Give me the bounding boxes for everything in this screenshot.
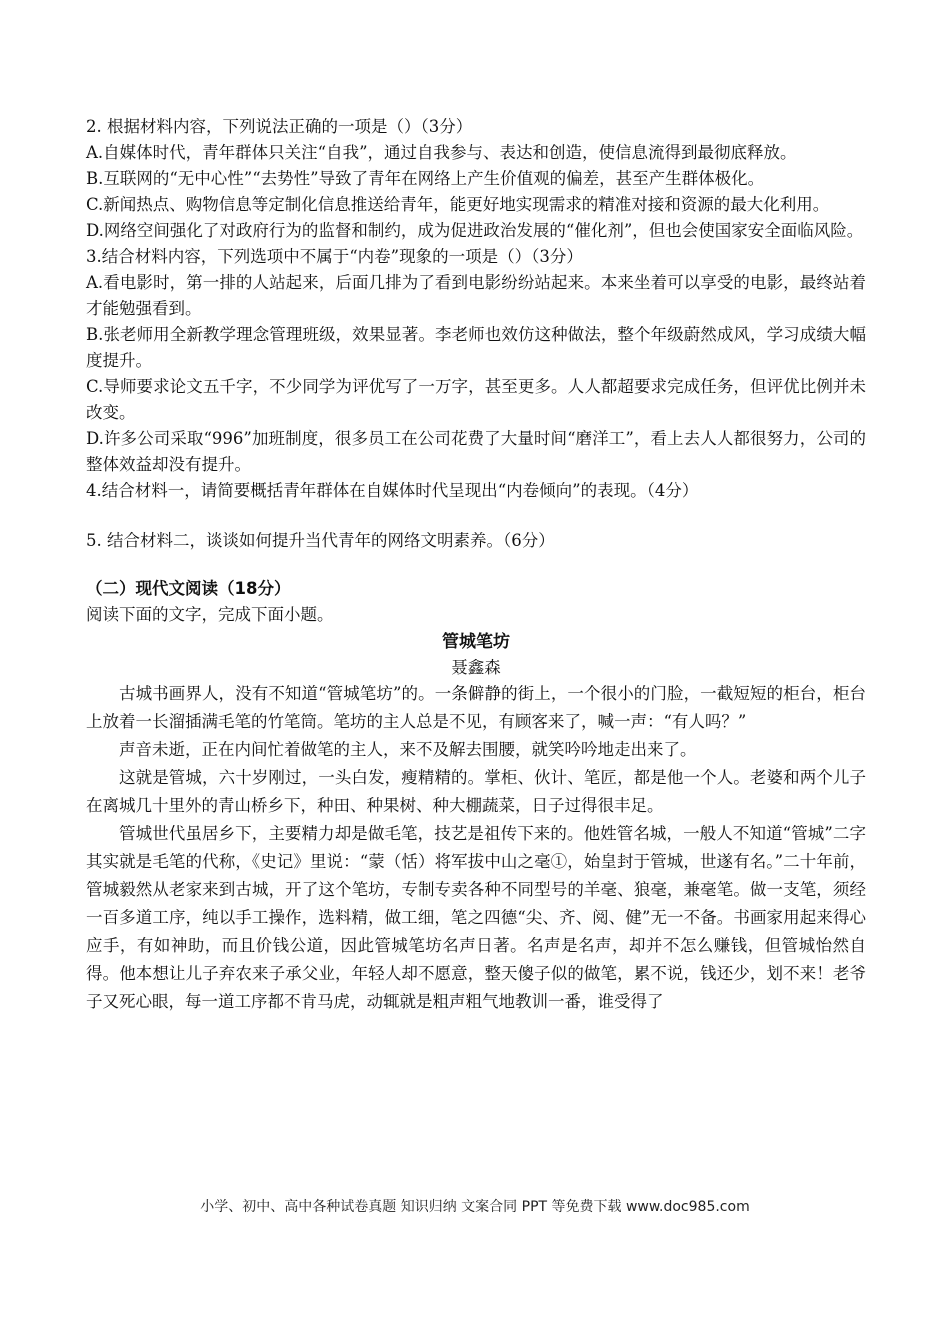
article-paragraph: 这就是管城，六十岁刚过，一头白发，瘦精精的。掌柜、伙计、笔匠，都是他一个人。老婆和两个儿子在离城几十里外的青山桥乡下，种田、种果树、种大棚蔬菜，日子过得很丰足。 (86, 768, 866, 815)
q3-option-a: A.看电影时，第一排的人站起来，后面几排为了看到电影纷纷站起来。本来坐着可以享受的电影，最终站着才能勉强看到。 (86, 273, 866, 318)
q5-stem: 5. 结合材料二，谈谈如何提升当代青年的网络文明素养。（6分） (86, 531, 555, 550)
section-instruction: 阅读下面的文字，完成下面小题。 (86, 605, 334, 624)
article-author: 聂鑫森 (451, 658, 501, 677)
q2-option-a: A.自媒体时代，青年群体只关注“自我”，通过自我参与、表达和创造，使信息流得到最彻底释放。 (86, 143, 797, 162)
q3-option-b: B.张老师用全新教学理念管理班级，效果显著。李老师也效仿这种做法，整个年级蔚然成风，学习成绩大幅度提升。 (86, 325, 866, 370)
document-page (86, 114, 866, 1016)
page-footer: 小学、初中、高中各种试卷真题 知识归纳 文案合同 PPT 等免费下载 www.doc985.com (200, 1199, 750, 1215)
q3-stem: 3.结合材料内容，下列选项中不属于“内卷”现象的一项是（）（3分） (86, 247, 583, 266)
q4-stem: 4.结合材料一，请简要概括青年群体在自媒体时代呈现出“内卷倾向”的表现。（4分） (86, 481, 699, 500)
article-title: 管城笔坊 (442, 632, 510, 652)
article-paragraph: 声音未逝，正在内间忙着做笔的主人，来不及解去围腰，就笑吟吟地走出来了。 (119, 740, 697, 759)
q3-option-c: C.导师要求论文五千字，不少同学为评优写了一万字，甚至更多。人人都超要求完成任务，但评优比例并未改变。 (86, 377, 866, 422)
q2-option-c: C.新闻热点、购物信息等定制化信息推送给青年，能更好地实现需求的精准对接和资源的最大化利用。 (86, 195, 830, 214)
spacer (86, 504, 866, 528)
section-heading: （二）现代文阅读（18分） (86, 579, 291, 598)
article-paragraph: 古城书画界人，没有不知道“管城笔坊”的。一条僻静的街上，一个很小的门脸，一截短短的柜台，柜台上放着一长溜插满毛笔的竹笔筒。笔坊的主人总是不见，有顾客来了，喊一声：“有人吗？” (86, 684, 866, 731)
q2-option-b: B.互联网的“无中心性”“去势性”导致了青年在网络上产生价值观的偏差，甚至产生群体极化。 (86, 169, 765, 188)
spacer (86, 554, 866, 576)
q3-option-d: D.许多公司采取“996”加班制度，很多员工在公司花费了大量时间“磨洋工”，看上去人人都很努力，公司的整体效益却没有提升。 (86, 429, 866, 474)
article-paragraph: 管城世代虽居乡下，主要精力却是做毛笔，技艺是祖传下来的。他姓管名城，一般人不知道“管城”二字其实就是毛笔的代称，《史记》里说：“蒙（恬）将军拔中山之毫①，始皇封于管城，世遂有名。”二十年前，管城毅然从老家来到古城，开了这个笔坊，专制专卖各种不同型号的羊毫、狼毫，兼毫笔。做一支笔，须经一百多道工序，纯以手工操作，选料精，做工细，笔之四德“尖、齐、阅、健”无一不备。书画家用起来得心应手，有如神助，而且价钱公道，因此管城笔坊名声日著。名声是名声，却并不怎么赚钱，但管城怡然自得。他本想让儿子弃农来子承父业，年轻人却不愿意，整天傻子似的做笔，累不说，钱还少，划不来！老爷子又死心眼，每一道工序都不肯马虎，动辄就是粗声粗气地教训一番，谁受得了 (86, 824, 866, 1011)
q2-option-d: D.网络空间强化了对政府行为的监督和制约，成为促进政治发展的“催化剂”，但也会使国家安全面临风险。 (86, 221, 864, 240)
q2-stem: 2. 根据材料内容，下列说法正确的一项是（）（3分） (86, 117, 473, 136)
